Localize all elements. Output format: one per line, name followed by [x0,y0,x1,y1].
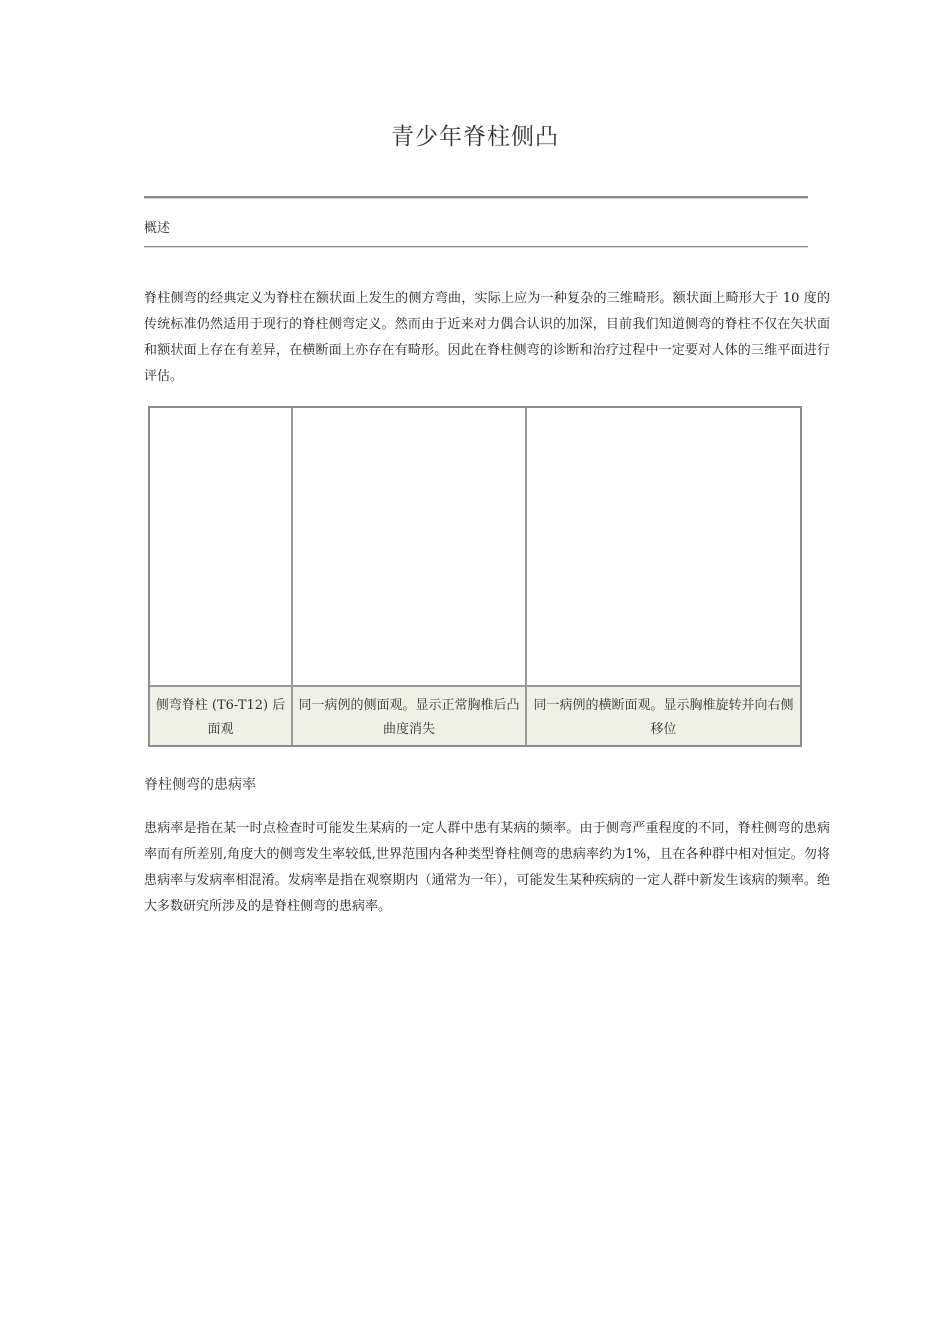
page-title: 青少年脊柱侧凸 [391,124,559,150]
figure-table [148,406,802,747]
figure-image-transverse [527,408,800,687]
intro-paragraph: 脊柱侧弯的经典定义为脊柱在额状面上发生的侧方弯曲，实际上应为一种复杂的三维畸形。额状面上畸形大于 10 度的传统标准仍然适用于现行的脊柱侧弯定义。然而由于近来对力偶合认识的加深，目前我们知道侧弯的脊柱不仅在矢状面和额状面上存在有差异，在横断面上亦存在有畸形。因此在脊柱侧弯的诊断和治疗过程中一定要对人体的三维平面进行评估。 [144,291,830,384]
section-divider [144,246,808,248]
figure-image-posterior [150,408,293,687]
figure-caption-posterior: 侧弯脊柱 (T6-T12) 后面观 [150,687,293,745]
figure-caption-transverse: 同一病例的横断面观。显示胸椎旋转并向右侧移位 [527,687,800,745]
figure-image-lateral [293,408,527,687]
prevalence-paragraph: 患病率是指在某一时点检查时可能发生某病的一定人群中患有某病的频率。由于侧弯严重程度的不同，脊柱侧弯的患病率而有所差别,角度大的侧弯发生率较低,世界范围内各种类型脊柱侧弯的患病率约为1%，且在各种群中相对恒定。勿将患病率与发病率相混淆。发病率是指在观察期内（通常为一年），可能发生某种疾病的一定人群中新发生该病的频率。绝大多数研究所涉及的是脊柱侧弯的患病率。 [144,821,830,914]
section-label: 概述 [144,221,171,236]
subheading-prevalence: 脊柱侧弯的患病率 [144,777,256,793]
top-divider [144,196,808,199]
figure-caption-lateral: 同一病例的侧面观。显示正常胸椎后凸曲度消失 [293,687,527,745]
